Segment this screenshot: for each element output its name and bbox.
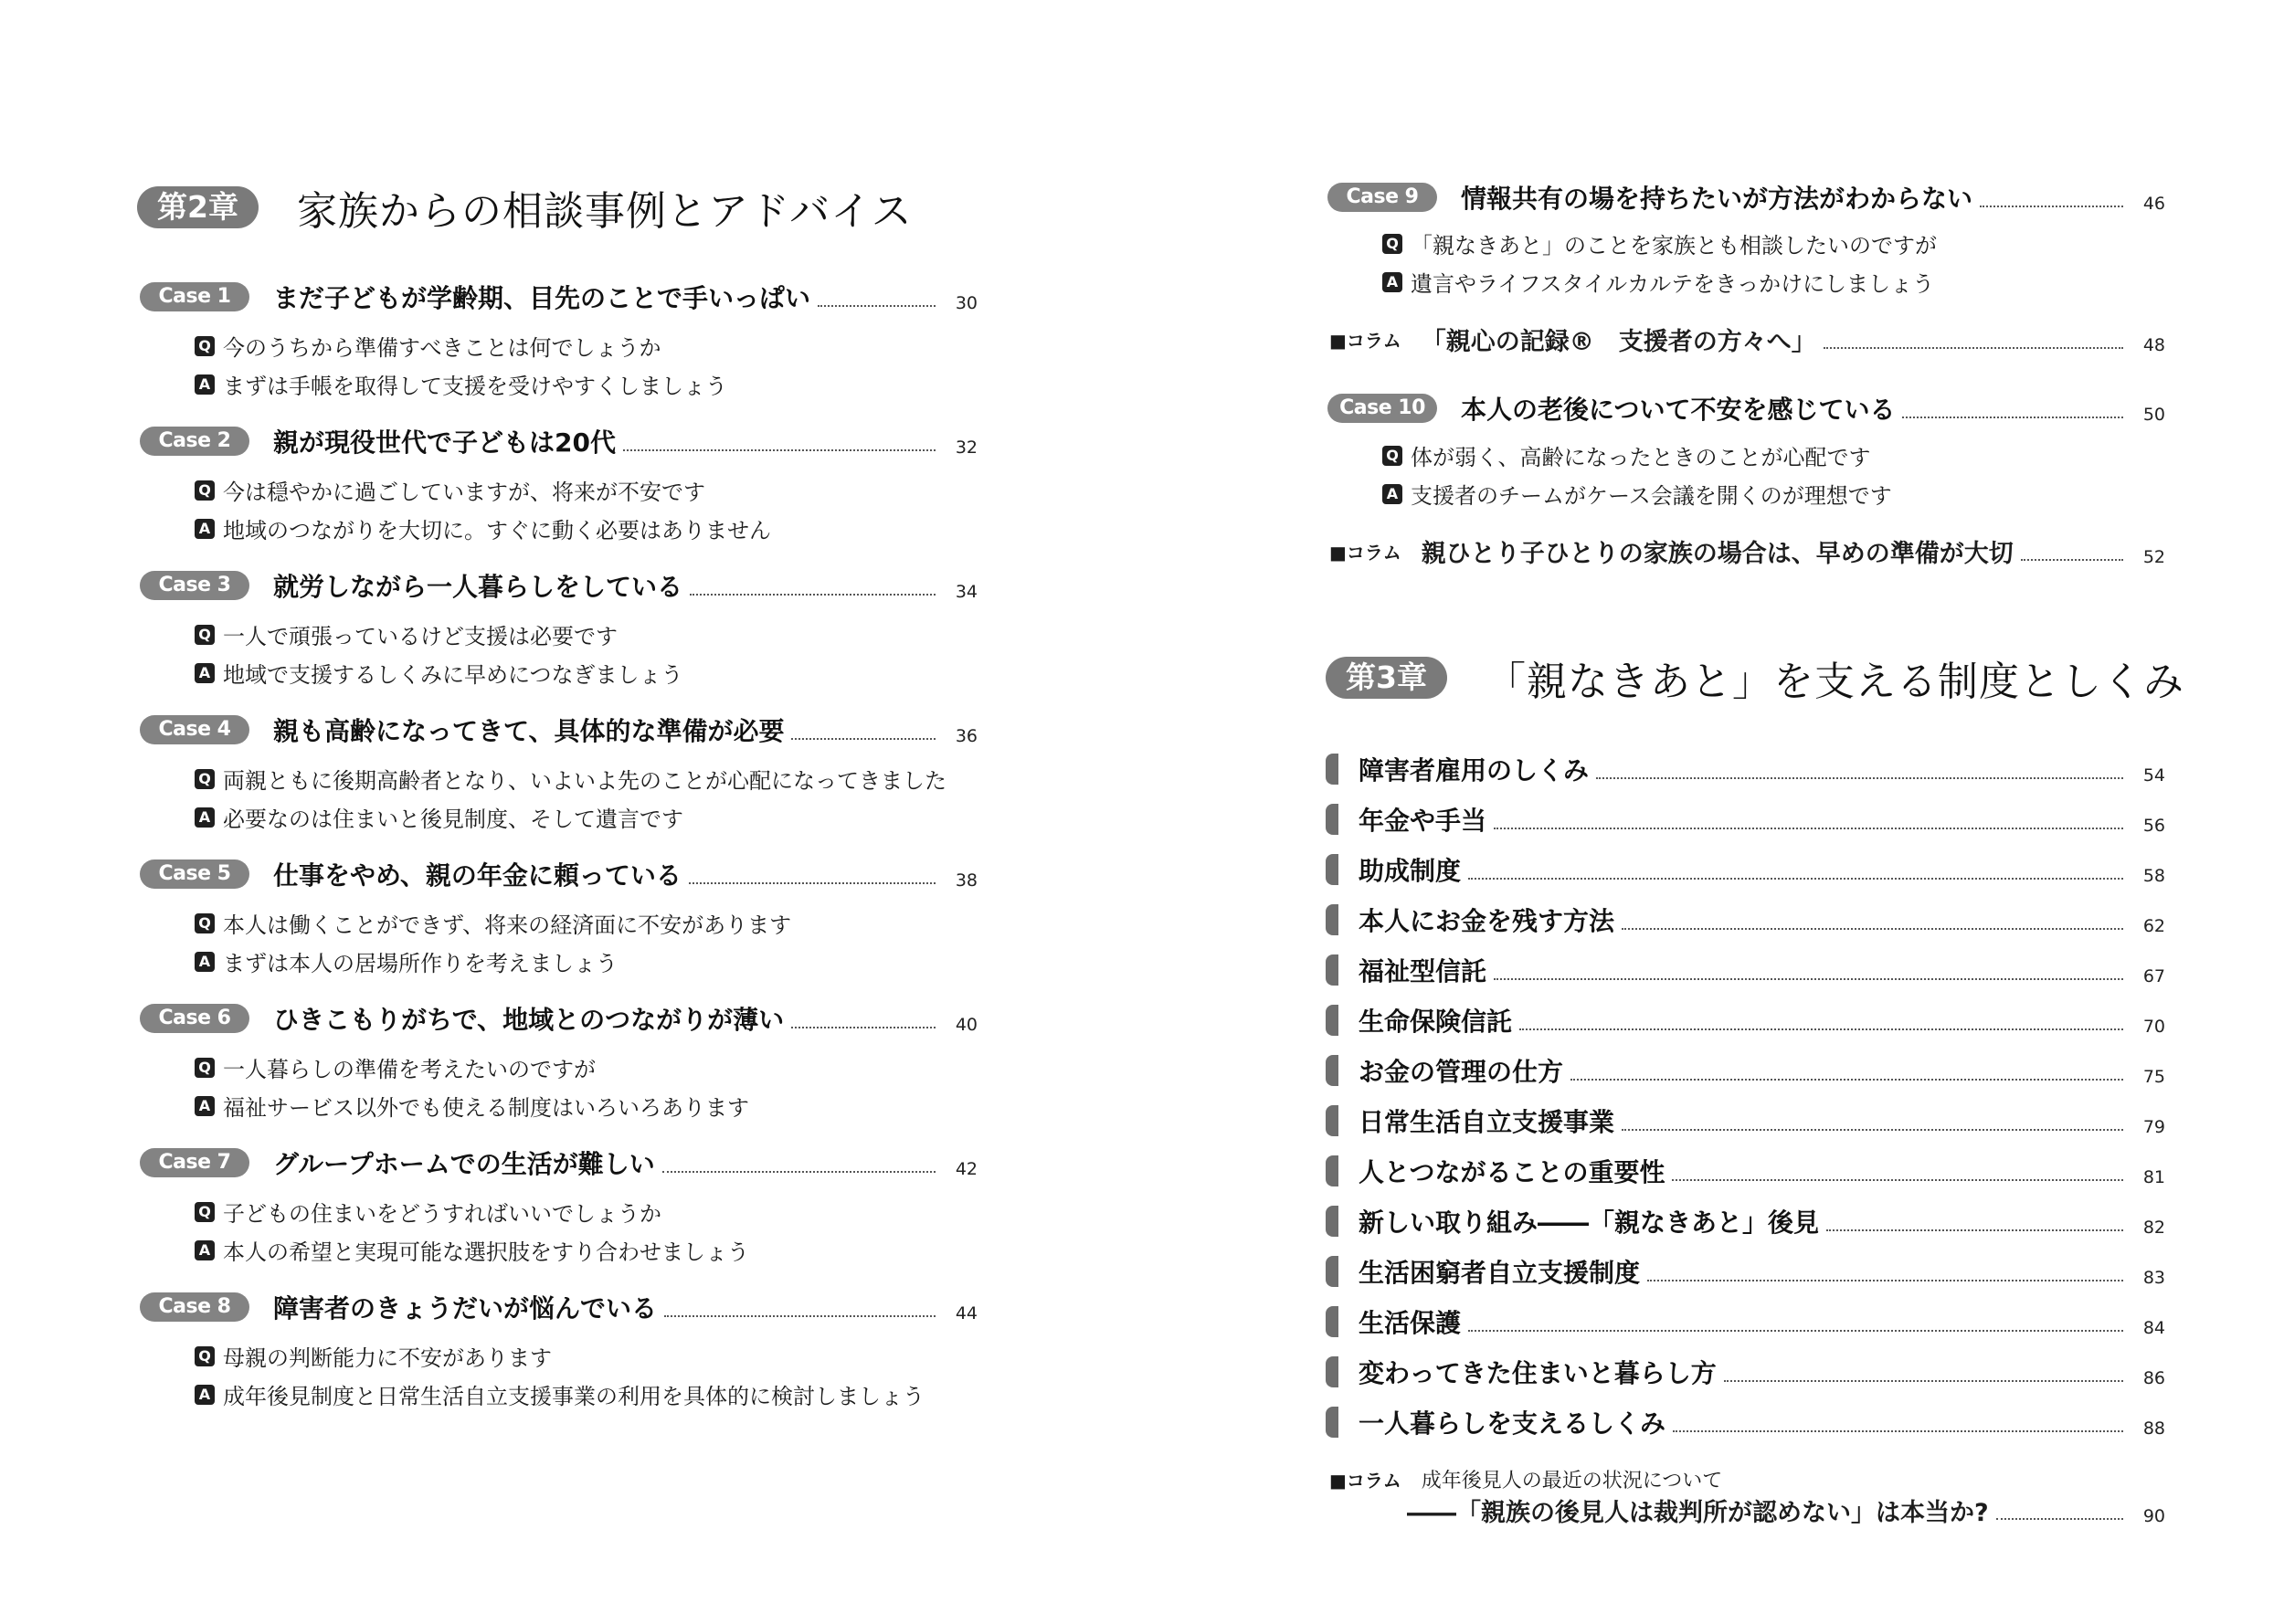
section-bullet-icon	[1326, 1306, 1338, 1337]
answer-line	[195, 945, 618, 977]
dot-leader	[1980, 206, 2123, 207]
column-title: 「親心の記録® 支援者の方々へ」	[1421, 328, 1816, 356]
column-title-line1: 成年後見人の最近の状況について	[1421, 1470, 1723, 1492]
toc-case-entry[interactable]	[140, 856, 978, 892]
a-icon: A	[195, 663, 215, 683]
toc-section-entry[interactable]	[1326, 1354, 2165, 1390]
dot-leader	[818, 305, 936, 307]
answer-line	[195, 1234, 749, 1266]
section-title: 変わってきた住まいと暮らし方	[1359, 1358, 1717, 1388]
a-icon: A	[195, 807, 215, 828]
dot-leader	[662, 1171, 936, 1173]
section-title: 福祉型信託	[1359, 956, 1487, 986]
section-title: 人とつながることの重要性	[1359, 1157, 1665, 1187]
q-icon: Q	[195, 336, 215, 356]
page-number: 70	[2142, 1017, 2165, 1037]
toc-section-entry[interactable]	[1326, 1404, 2165, 1440]
section-bullet-icon	[1326, 904, 1338, 935]
toc-section-entry[interactable]	[1326, 1203, 2165, 1239]
question-line	[195, 907, 791, 939]
page-number: 86	[2142, 1368, 2165, 1388]
section-bullet-icon	[1326, 1155, 1338, 1186]
answer-text: 福祉サービス以外でも使える制度はいろいろあります	[223, 1095, 749, 1121]
case-badge: Case 3	[140, 571, 249, 600]
q-icon: Q	[195, 1058, 215, 1078]
answer-line	[195, 657, 683, 689]
toc-section-entry[interactable]	[1326, 751, 2165, 787]
question-line	[195, 1051, 596, 1083]
toc-column-heading	[1329, 1465, 1722, 1493]
answer-line	[195, 801, 683, 833]
section-bullet-icon	[1326, 1105, 1338, 1136]
case-title: 情報共有の場を持ちたいが方法がわからない	[1461, 184, 1973, 214]
page-number: 52	[2142, 547, 2165, 567]
dot-leader	[1596, 777, 2123, 779]
case-badge: Case 1	[140, 282, 249, 311]
page-number: 34	[955, 582, 978, 602]
section-title: 本人にお金を残す方法	[1359, 906, 1615, 936]
question-text: 一人で頑張っているけど支援は必要です	[223, 624, 618, 649]
toc-column-entry[interactable]	[1329, 322, 2165, 357]
column-title-line2: ――「親族の後見人は裁判所が認めない」は本当か?	[1407, 1499, 1989, 1527]
toc-section-entry[interactable]	[1326, 1153, 2165, 1189]
answer-text: 支援者のチームがケース会議を開くのが理想です	[1411, 483, 1892, 509]
answer-text: 本人の希望と実現可能な選択肢をすり合わせましょう	[223, 1239, 749, 1265]
page-number: 38	[955, 870, 978, 891]
column-label: ■コラム	[1329, 542, 1401, 564]
a-icon: A	[195, 952, 215, 972]
page-number: 32	[955, 438, 978, 458]
a-icon: A	[1382, 484, 1402, 504]
page-number: 48	[2142, 335, 2165, 355]
page-number: 50	[2142, 405, 2165, 425]
q-icon: Q	[195, 480, 215, 501]
page-number: 75	[2142, 1067, 2165, 1087]
case-badge: Case 2	[140, 427, 249, 456]
toc-case-entry[interactable]	[140, 1144, 978, 1181]
question-line	[1382, 439, 1871, 471]
answer-line	[195, 1378, 925, 1410]
page-number: 84	[2142, 1318, 2165, 1338]
dot-leader	[1902, 417, 2123, 418]
toc-section-entry[interactable]	[1326, 902, 2165, 938]
dot-leader	[623, 449, 936, 451]
toc-section-entry[interactable]	[1326, 1303, 2165, 1340]
case-badge: Case 9	[1327, 183, 1437, 212]
question-text: 今のうちから準備すべきことは何でしょうか	[223, 335, 661, 361]
answer-line	[195, 512, 771, 544]
toc-section-entry[interactable]	[1326, 801, 2165, 838]
section-bullet-icon	[1326, 1356, 1338, 1387]
section-bullet-icon	[1326, 1256, 1338, 1287]
page-number: 67	[2142, 966, 2165, 986]
q-icon: Q	[195, 1346, 215, 1366]
section-title: 日常生活自立支援事業	[1359, 1107, 1615, 1137]
dot-leader	[1724, 1380, 2123, 1382]
answer-line	[1382, 266, 1934, 298]
toc-case-entry[interactable]	[140, 423, 978, 459]
section-bullet-icon	[1326, 754, 1338, 785]
q-icon: Q	[195, 913, 215, 933]
chapter-badge: 第3章	[1326, 657, 1447, 699]
question-text: 母親の判断能力に不安があります	[223, 1345, 552, 1371]
dot-leader	[1494, 978, 2123, 980]
a-icon: A	[195, 519, 215, 539]
column-label: ■コラム	[1329, 330, 1401, 352]
dot-leader	[1647, 1280, 2123, 1281]
toc-column-entry[interactable]	[1329, 533, 2165, 569]
dot-leader	[664, 1315, 936, 1317]
case-title: ひきこもりがちで、地域とのつながりが薄い	[273, 1005, 785, 1035]
answer-text: 成年後見制度と日常生活自立支援事業の利用を具体的に検討しましょう	[223, 1384, 925, 1409]
case-title: 障害者のきょうだいが悩んでいる	[273, 1293, 658, 1323]
page-number: 46	[2142, 194, 2165, 214]
dot-leader	[689, 882, 936, 884]
dot-leader	[1673, 1430, 2123, 1432]
chapter-title: 「親なきあと」を支える制度としくみ	[1485, 659, 2184, 705]
section-bullet-icon	[1326, 1407, 1338, 1438]
answer-line	[1382, 478, 1892, 510]
chapter-title: 家族からの相談事例とアドバイス	[296, 188, 913, 235]
section-title: 助成制度	[1359, 856, 1462, 886]
toc-case-entry[interactable]	[1327, 390, 2165, 427]
question-line	[195, 1340, 552, 1372]
dot-leader	[1622, 928, 2123, 930]
q-icon: Q	[195, 1202, 215, 1222]
case-badge: Case 6	[140, 1004, 249, 1033]
case-title: グループホームでの生活が難しい	[273, 1149, 655, 1179]
case-badge: Case 4	[140, 715, 249, 744]
q-icon: Q	[195, 625, 215, 645]
a-icon: A	[195, 1385, 215, 1405]
dot-leader	[690, 594, 936, 596]
section-bullet-icon	[1326, 1206, 1338, 1237]
dot-leader	[1824, 347, 2123, 349]
section-bullet-icon	[1326, 1005, 1338, 1036]
section-title: 新しい取り組み――「親なきあと」後見	[1359, 1207, 1820, 1238]
question-line	[195, 763, 946, 795]
page-number: 54	[2142, 765, 2165, 786]
section-title: 一人暮らしを支えるしくみ	[1359, 1408, 1666, 1439]
page-number: 62	[2142, 916, 2165, 936]
section-title: 障害者雇用のしくみ	[1359, 755, 1590, 786]
page-number: 79	[2142, 1117, 2165, 1137]
page-number: 90	[2142, 1506, 2165, 1526]
chapter-2-heading	[137, 178, 913, 237]
page-number: 82	[2142, 1218, 2165, 1238]
column-label: ■コラム	[1329, 1470, 1401, 1492]
question-text: 今は穏やかに過ごしていますが、将来が不安です	[223, 480, 705, 505]
toc-section-entry[interactable]	[1326, 851, 2165, 888]
answer-text: 地域のつながりを大切に。すぐに動く必要はありません	[223, 518, 771, 543]
dot-leader	[1826, 1229, 2123, 1231]
q-icon: Q	[1382, 234, 1402, 254]
page-number: 81	[2142, 1167, 2165, 1187]
dot-leader	[791, 738, 936, 740]
answer-line	[195, 368, 727, 400]
dot-leader	[1519, 1028, 2123, 1030]
a-icon: A	[195, 1240, 215, 1260]
dot-leader	[1570, 1079, 2123, 1081]
question-text: 本人は働くことができず、将来の経済面に不安があります	[223, 912, 792, 938]
toc-case-entry[interactable]	[140, 1000, 978, 1037]
question-line	[195, 1196, 661, 1228]
toc-case-entry[interactable]	[1327, 179, 2165, 216]
a-icon: A	[1382, 272, 1402, 292]
answer-text: まずは手帳を取得して支援を受けやすくしましょう	[223, 374, 727, 399]
question-line	[1382, 227, 1937, 259]
case-title: 親が現役世代で子どもは20代	[273, 427, 616, 458]
question-line	[195, 618, 618, 650]
case-title: 親も高齢になってきて、具体的な準備が必要	[273, 716, 785, 746]
answer-text: 遺言やライフスタイルカルテをきっかけにしましょう	[1411, 271, 1935, 297]
question-text: 子どもの住まいをどうすればいいでしょうか	[223, 1201, 661, 1227]
toc-column-entry[interactable]	[1407, 1492, 2165, 1528]
case-title: 本人の老後について不安を感じている	[1461, 395, 1896, 425]
page-number: 42	[955, 1159, 978, 1179]
toc-section-entry[interactable]	[1326, 952, 2165, 988]
answer-text: 必要なのは住まいと後見制度、そして遺言です	[223, 807, 683, 832]
right-page	[1142, 0, 2284, 1624]
toc-section-entry[interactable]	[1326, 1052, 2165, 1089]
page-number: 40	[955, 1015, 978, 1035]
toc-case-entry[interactable]	[140, 712, 978, 748]
section-title: お金の管理の仕方	[1359, 1057, 1564, 1087]
toc-section-entry[interactable]	[1326, 1253, 2165, 1290]
dot-leader	[1622, 1129, 2123, 1131]
page-number: 83	[2142, 1268, 2165, 1288]
case-badge: Case 7	[140, 1148, 249, 1177]
dot-leader	[1672, 1179, 2123, 1181]
section-bullet-icon	[1326, 854, 1338, 885]
page-number: 88	[2142, 1418, 2165, 1439]
question-line	[195, 330, 661, 362]
toc-section-entry[interactable]	[1326, 1002, 2165, 1039]
page-number: 56	[2142, 816, 2165, 836]
case-title: まだ子どもが学齢期、目先のことで手いっぱい	[273, 283, 811, 313]
page-number: 30	[955, 293, 978, 313]
section-title: 生命保険信託	[1359, 1007, 1513, 1037]
question-text: 両親ともに後期高齢者となり、いよいよ先のことが心配になってきました	[223, 768, 946, 794]
answer-text: 地域で支援するしくみに早めにつなぎましょう	[223, 662, 683, 688]
case-badge: Case 10	[1327, 394, 1437, 423]
page-number: 36	[955, 726, 978, 746]
a-icon: A	[195, 374, 215, 395]
toc-case-entry[interactable]	[140, 279, 978, 315]
question-text: 「親なきあと」のことを家族とも相談したいのですが	[1411, 233, 1937, 258]
case-badge: Case 5	[140, 859, 249, 889]
chapter-3-heading	[1326, 649, 2184, 707]
chapter-badge: 第2章	[137, 186, 259, 228]
question-text: 一人暮らしの準備を考えたいのですが	[223, 1057, 596, 1082]
dot-leader	[1494, 828, 2123, 829]
answer-line	[195, 1090, 749, 1122]
section-title: 生活保護	[1359, 1308, 1462, 1338]
page-number: 58	[2142, 866, 2165, 886]
toc-section-entry[interactable]	[1326, 1102, 2165, 1139]
section-bullet-icon	[1326, 1055, 1338, 1086]
dot-leader	[791, 1027, 936, 1028]
question-text: 体が弱く、高齢になったときのことが心配です	[1411, 445, 1871, 470]
case-title: 仕事をやめ、親の年金に頼っている	[273, 860, 682, 891]
q-icon: Q	[195, 769, 215, 789]
question-line	[195, 474, 705, 506]
page-number: 44	[955, 1303, 978, 1323]
dot-leader	[1468, 878, 2123, 880]
q-icon: Q	[1382, 446, 1402, 466]
dot-leader	[1996, 1518, 2123, 1520]
column-title: 親ひとり子ひとりの家族の場合は、早めの準備が大切	[1421, 540, 2014, 568]
case-badge: Case 8	[140, 1292, 249, 1322]
dot-leader	[2021, 559, 2123, 561]
dot-leader	[1468, 1330, 2123, 1332]
section-bullet-icon	[1326, 954, 1338, 986]
toc-case-entry[interactable]	[140, 1289, 978, 1325]
a-icon: A	[195, 1096, 215, 1116]
answer-text: まずは本人の居場所作りを考えましょう	[223, 951, 618, 976]
toc-case-entry[interactable]	[140, 567, 978, 604]
case-title: 就労しながら一人暮らしをしている	[273, 572, 683, 602]
section-title: 年金や手当	[1359, 806, 1487, 836]
section-title: 生活困窮者自立支援制度	[1359, 1258, 1641, 1288]
section-bullet-icon	[1326, 804, 1338, 835]
